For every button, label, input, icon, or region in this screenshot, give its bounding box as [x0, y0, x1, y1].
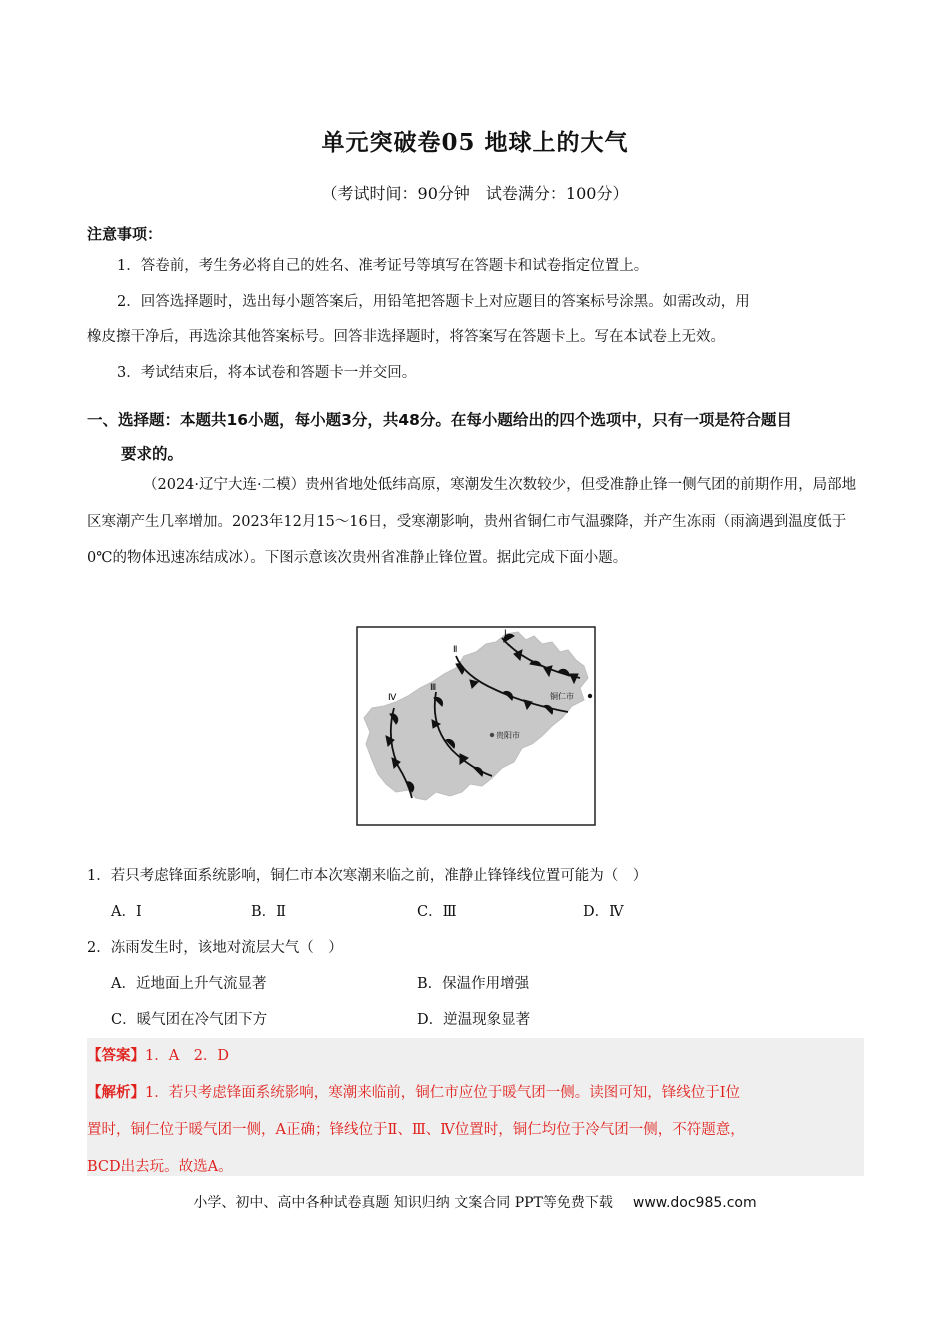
section-heading: [87, 403, 877, 471]
question-1-option-d: D．Ⅳ: [583, 904, 624, 920]
tongren-city-label: 铜仁市: [550, 692, 574, 701]
page-footer: [0, 1192, 950, 1212]
notice-item-3: 3．考试结束后，将本试卷和答题卡一并交回。: [117, 365, 417, 381]
section-heading-line-2: 要求的。: [121, 445, 184, 463]
guiyang-city-label: 贵阳市: [496, 731, 520, 740]
analysis-text-1: 1．若只考虑锋面系统影响，寒潮来临前，铜仁市应位于暖气团一侧。读图可知，锋线位于Ⅰ位: [145, 1085, 740, 1101]
question-2-option-c: C．暖气团在冷气团下方: [111, 1012, 268, 1028]
question-1-option-b: B．Ⅱ: [251, 904, 287, 920]
question-1-stem: 1．若只考虑锋面系统影响，铜仁市本次寒潮来临之前，准静止锋锋线位置可能为（ ）: [87, 868, 648, 884]
analysis-line-1: [87, 1081, 740, 1102]
answer-line: [87, 1044, 229, 1065]
front-label-IV: Ⅳ: [388, 692, 397, 702]
section-heading-line-1: 一、选择题：本题共16小题，每小题3分，共48分。在每小题给出的四个选项中，只有一项是符合题目: [87, 411, 792, 429]
notice-heading: 注意事项：: [87, 225, 163, 243]
question-passage: （2024·辽宁大连·二模）贵州省地处低纬高原，寒潮发生次数较少，但受准静止锋一侧气团的前期作用，局部地区寒潮产生几率增加。2023年12月15～16日，受寒潮影响，贵州省铜仁市气温骤降，并产生冻雨（雨滴遇到温度低于0℃的物体迅速冻结成冰）。下图示意该次贵州省准静止锋位置。据此完成下面小题。: [87, 477, 857, 566]
exam-info: （考试时间：90分钟 试卷满分：100分）: [321, 184, 629, 203]
front-label-II: Ⅱ: [453, 644, 458, 654]
front-label-III: Ⅲ: [430, 682, 437, 692]
notice-item-2-line-1: 2．回答选择题时，选出每小题答案后，用铅笔把答题卡上对应题目的答案标号涂黑。如需改动，用: [117, 294, 750, 310]
question-1-option-a: A．Ⅰ: [111, 904, 142, 920]
question-2-stem: 2．冻雨发生时，该地对流层大气（ ）: [87, 940, 343, 956]
answer-text: 1．A 2．D: [145, 1048, 230, 1064]
guiyang-city-dot: [490, 733, 494, 737]
front-label-I: Ⅰ: [504, 628, 507, 638]
page-title: 单元突破卷05 地球上的大气: [321, 129, 629, 156]
question-1-option-c: C．Ⅲ: [417, 904, 457, 920]
footer-text: 小学、初中、高中各种试卷真题 知识归纳 文案合同 PPT等免费下载: [193, 1195, 613, 1211]
front-map: [356, 626, 596, 826]
question-2-option-d: D．逆温现象显著: [417, 1012, 531, 1028]
analysis-line-2: 置时，铜仁位于暖气团一侧，A正确；锋线位于Ⅱ、Ⅲ、Ⅳ位置时，铜仁均位于冷气团一侧，不符题意，: [87, 1122, 745, 1138]
notice-item-1: 1．答卷前，考生务必将自己的姓名、准考证号等填写在答题卡和试卷指定位置上。: [117, 258, 649, 274]
notice-item-2-line-2: 橡皮擦干净后，再选涂其他答案标号。回答非选择题时，将答案写在答题卡上。写在本试卷上无效。: [87, 329, 725, 345]
footer-site-link[interactable]: www.doc985.com: [632, 1195, 757, 1211]
question-2-option-a: A．近地面上升气流显著: [111, 976, 267, 992]
question-2-option-b: B．保温作用增强: [417, 976, 530, 992]
answer-label: 【答案】: [87, 1047, 145, 1064]
analysis-label: 【解析】: [87, 1084, 145, 1101]
tongren-city-dot: [588, 694, 592, 698]
analysis-line-3: BCD出去玩。故选A。: [87, 1159, 233, 1175]
